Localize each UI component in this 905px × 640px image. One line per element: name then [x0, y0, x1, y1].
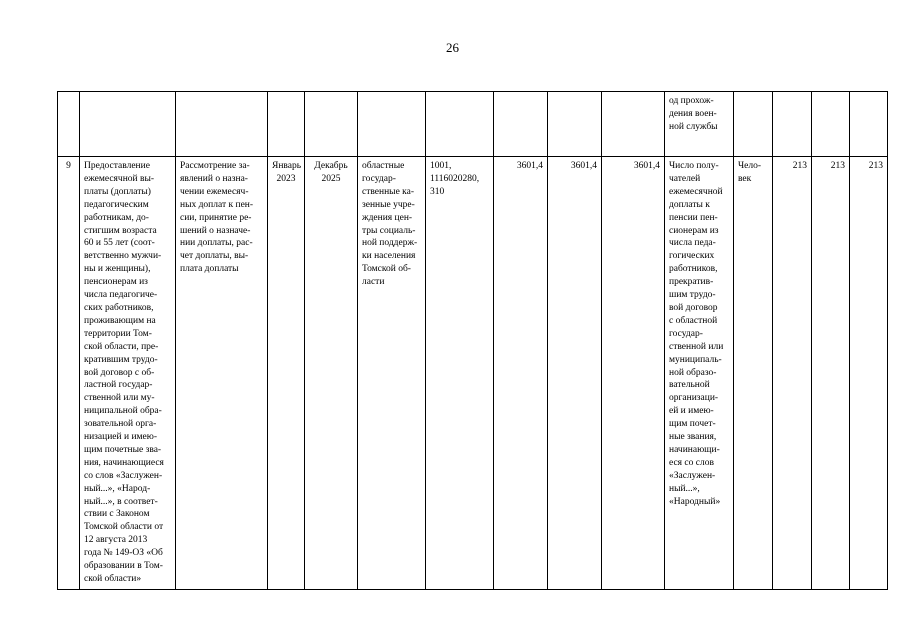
start-date-cell: Январь 2023 [268, 157, 305, 590]
table-cell [850, 92, 888, 157]
value-year-3-cell: 213 [850, 157, 888, 590]
table-cell [773, 92, 812, 157]
table-cell [494, 92, 548, 157]
table-cell [80, 92, 176, 157]
table-cell [602, 92, 665, 157]
row-index-cell: 9 [58, 157, 80, 590]
table-row-continuation [58, 92, 888, 157]
measures-table [57, 91, 888, 590]
table-cell [268, 92, 305, 157]
executor-cell: областные государ- ственные ка- зенные учре- ждения цен- тры социаль- ной поддерж- ки населения Томской об- ласти [358, 157, 426, 590]
amount-year-3-cell: 3601,4 [602, 157, 665, 590]
value-year-2-cell: 213 [812, 157, 850, 590]
indicator-cell: Число полу- чателей ежемесячной доплаты к пенсии пен- сионерам из числа педа- гогических работников, прекратив- шим трудо- вой договор с областной государ- ственной или муниципаль- ной образо- вательной организаци- ей и имею- щим почет- ные звания, начинающи- еся со слов «Заслужен- ный...», «Народный» [665, 157, 734, 590]
table-cell [734, 92, 773, 157]
table-cell [548, 92, 602, 157]
table-cell [176, 92, 268, 157]
unit-cell: Чело- век [734, 157, 773, 590]
budget-code-cell: 1001, 1116020280, 310 [426, 157, 494, 590]
table-row-9 [58, 157, 888, 590]
table-cell [812, 92, 850, 157]
indicator-tail-cell: од прохож- дения воен- ной службы [665, 92, 734, 157]
table-cell [358, 92, 426, 157]
amount-year-2-cell: 3601,4 [548, 157, 602, 590]
value-year-1-cell: 213 [773, 157, 812, 590]
table-cell [58, 92, 80, 157]
measure-content-cell: Рассмотрение за- явлений о назна- чении ежемесяч- ных доплат к пен- сии, принятие ре- шений о назначе- нии доплаты, рас- чет доплаты, вы- плата доплаты [176, 157, 268, 590]
table-cell [305, 92, 358, 157]
measure-name-cell: Предоставление ежемесячной вы- платы (доплаты) педагогическим работникам, до- стигшим возраста 60 и 55 лет (соот- ветственно мужчи- ны и женщины), пенсионерам из числа педагогиче- ских работников, проживающим на территории Том- ской области, пре- кратившим трудо- вой договор с об- ластной государ- ственной или му- ниципальной обра- зовательной орга- низацией и имею- щим почетные зва- ния, начинающиеся со слов «Заслужен- ный...», «Народ- ный...», в соответ- ствии с Законом Томской области от 12 августа 2013 года № 149-ОЗ «Об образовании в Том- ской области» [80, 157, 176, 590]
end-date-cell: Декабрь 2025 [305, 157, 358, 590]
page-number: 26 [446, 40, 459, 55]
table-cell [426, 92, 494, 157]
amount-total-cell: 3601,4 [494, 157, 548, 590]
